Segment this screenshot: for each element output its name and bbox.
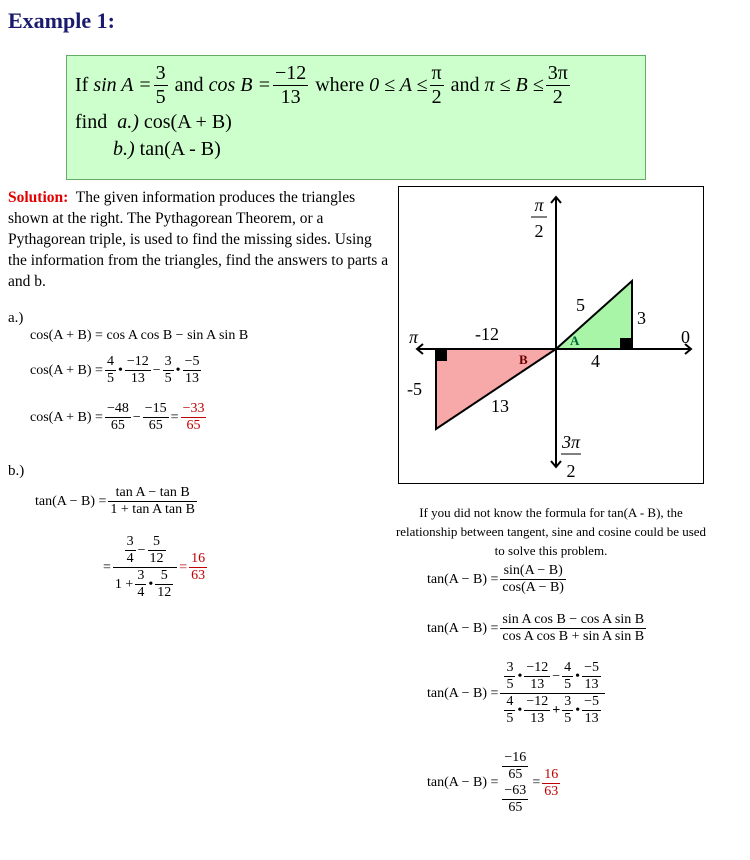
note-line1: tan(A − B) = $\frac{\sin(A - B)}{\cos(A - B)}$ bbox=[427, 563, 564, 596]
cos-b: cos B = bbox=[208, 74, 271, 96]
angle-a-label: A bbox=[570, 333, 580, 348]
fraction: $\frac{-12}{13}$ bbox=[274, 62, 307, 108]
range-a: 0 ≤ A ≤ bbox=[369, 74, 428, 96]
part-b-line1: tan(A − B) = $\frac{\text{tan A − tan B}}{\text{1 + tan A tan B}}$ bbox=[35, 485, 195, 518]
part-b-line2: = $\frac{3}{4}$ − $\frac{5}{12}$ 1 + $\frac{3}{4}$ • $\frac{5}{12}$ = $\frac{16}{63}$ bbox=[103, 534, 206, 601]
label-hyp-b: 13 bbox=[491, 396, 509, 416]
arrow-heads bbox=[417, 197, 691, 467]
answer-b: $\frac{16}{63}$ bbox=[191, 551, 206, 584]
note-answer: $\frac{16}{63}$ bbox=[544, 766, 559, 799]
text: and bbox=[450, 74, 480, 96]
solution-label: Solution: bbox=[8, 189, 69, 206]
label-pi-over-2: π bbox=[534, 195, 544, 215]
given-box bbox=[66, 55, 646, 180]
given-line bbox=[75, 62, 637, 109]
part-a-line3: cos(A + B) = $\frac{-48}{65}$ − $\frac{-15}{65}$ = $\frac{-33}{65}$ bbox=[30, 401, 205, 434]
part-a-line1: cos(A + B) = cos A cos B − sin A sin B bbox=[30, 328, 249, 343]
right-angle-b bbox=[436, 349, 447, 361]
label-3pi-over-2-den: 2 bbox=[566, 461, 576, 481]
example-title: Example 1: bbox=[8, 8, 115, 33]
part-b-label: b.) bbox=[8, 463, 25, 479]
label-3pi-over-2: 3π bbox=[561, 432, 581, 452]
text: where bbox=[315, 74, 365, 96]
text: and bbox=[174, 74, 204, 96]
note-line2: tan(A − B) = $\frac{\text{sin A cos B − cos A sin B}}{\text{cos A cos B + sin A sin B}}$ bbox=[427, 612, 645, 645]
note-text: If you did not know the formula for tan(A - B), the relationship between tangent, sine and cosine could be used to solve this problem. bbox=[395, 505, 707, 558]
find-line-b: b.) tan(A - B) bbox=[113, 138, 221, 160]
text: If bbox=[75, 74, 89, 96]
triangle-diagram bbox=[398, 186, 704, 484]
label-opp-b: -5 bbox=[407, 379, 422, 399]
right-angle-a bbox=[620, 338, 632, 349]
solution-body: The given information produces the triangles shown at the right. The Pythagorean Theorem, or a Pythagorean triple, is used to find the missing sides. Using the information from the triangles, find the answers to parts a and b. bbox=[8, 189, 389, 290]
label-adj-b: -12 bbox=[475, 324, 499, 344]
fraction: $\frac{3}{5}$ bbox=[155, 62, 166, 108]
find-line: find a.) cos(A + B) bbox=[75, 111, 232, 133]
label-pi: π bbox=[409, 327, 419, 347]
label-hyp-a: 5 bbox=[576, 295, 585, 315]
label-pi-over-2-den: 2 bbox=[534, 221, 544, 241]
label-adj-a: 4 bbox=[591, 351, 600, 371]
sin-a: sin A = bbox=[93, 74, 152, 96]
label-opp-a: 3 bbox=[637, 308, 646, 328]
answer-a: $\frac{-33}{65}$ bbox=[182, 401, 205, 434]
fraction: $\frac{\pi}{2}$ bbox=[431, 62, 442, 108]
part-a-label: a.) bbox=[8, 310, 24, 326]
triangle-b bbox=[436, 349, 556, 429]
range-b: π ≤ B ≤ bbox=[484, 74, 544, 96]
fraction: $\frac{3\pi}{2}$ bbox=[547, 62, 568, 108]
note-line4: tan(A − B) = $\frac{-16}{65}$ $\frac{-63}{65}$ = $\frac{16}{63}$ bbox=[427, 750, 559, 816]
solution-text bbox=[8, 187, 393, 292]
angle-b-label: B bbox=[519, 352, 528, 367]
note-line3: tan(A − B) = $\frac{3}{5}$ • $\frac{-12}{13}$ − $\frac{4}{5}$ • $\frac{-5}{13}$ $\frac{4}{5}$ • $\frac{-12}{13}$ + $\frac{3}{5}$ • $\frac{-5}{13}$ bbox=[427, 660, 607, 727]
label-zero: 0 bbox=[681, 327, 690, 347]
part-a-line2: cos(A + B) = $\frac{4}{5}$ • $\frac{-12}{13}$ − $\frac{3}{5}$ • $\frac{-5}{13}$ bbox=[30, 354, 200, 387]
